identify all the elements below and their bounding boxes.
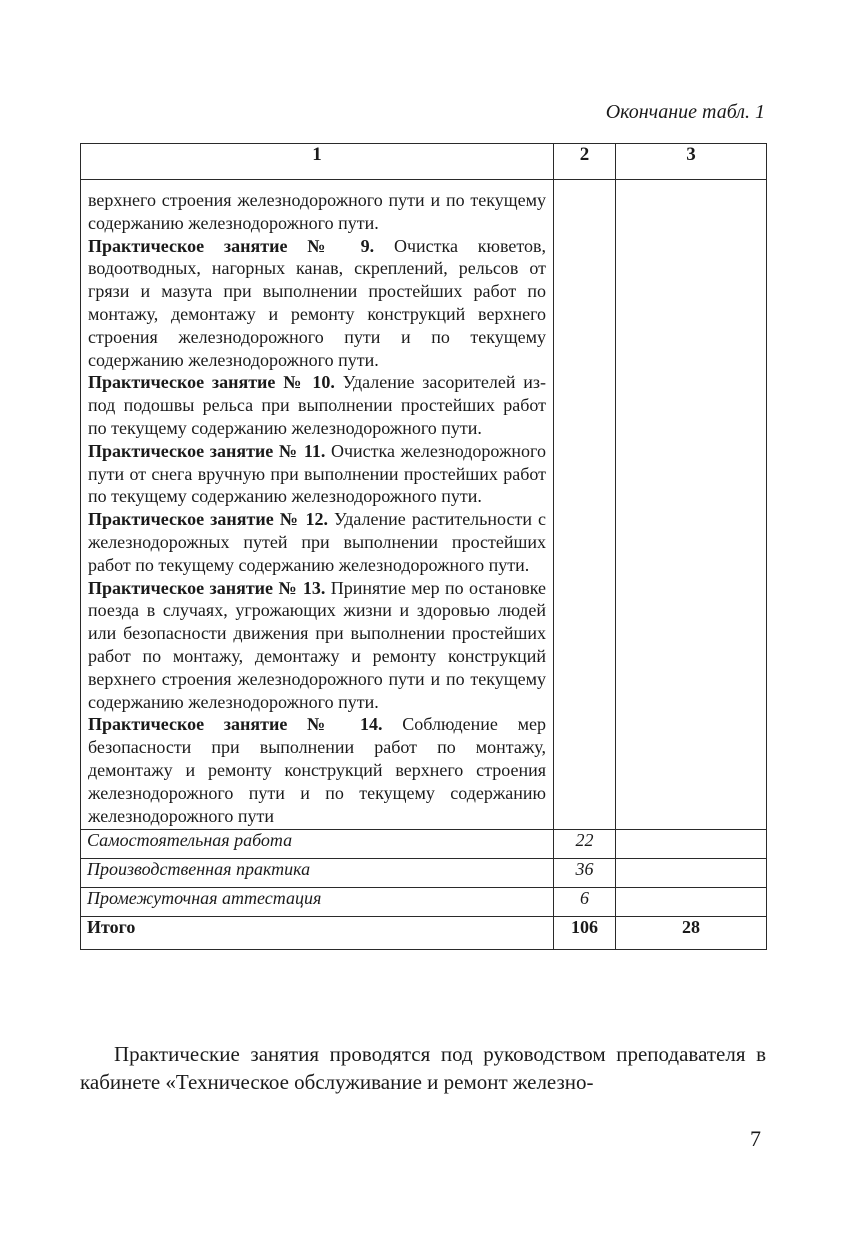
lesson-item <box>88 713 546 827</box>
lesson-title: Практическое занятие № 9. <box>88 235 375 256</box>
header-col-2: 2 <box>554 144 616 180</box>
lessons-extra-cell <box>616 180 767 830</box>
lesson-item <box>88 508 546 576</box>
table-header-row <box>81 144 767 180</box>
total-label: Итого <box>81 917 554 950</box>
row-extra <box>616 888 767 917</box>
lesson-title: Практическое занятие № 10. <box>88 372 335 393</box>
lesson-text: Очистка кюветов, водоотводных, нагорных канав, скреплений, рельсов от грязи и мазута при выполнении простейших работ по монтажу, демонтажу и ремонту конструкций верхнего строения железнодорожного пути и по текущему содержанию железнодорожного пути. <box>88 235 546 370</box>
row-extra <box>616 830 767 859</box>
body-paragraph: Практические занятия проводятся под руководством преподавателя в кабинете «Техническое обслуживание и ремонт железно- <box>80 1042 766 1094</box>
lessons-cell <box>81 180 554 830</box>
lesson-title: Практическое занятие № 14. <box>88 714 383 735</box>
table-row <box>81 830 767 859</box>
lesson-title: Практическое занятие № 12. <box>88 509 328 530</box>
lesson-item <box>88 577 546 714</box>
table-row <box>81 859 767 888</box>
row-extra <box>616 859 767 888</box>
header-col-3: 3 <box>616 144 767 180</box>
page-number: 7 <box>750 1126 761 1151</box>
lesson-item <box>88 235 546 372</box>
row-label: Промежуточная аттестация <box>81 888 554 917</box>
lesson-text: Принятие мер по остановке поезда в случаях, угрожающих жизни и здоровью людей или безопасности движения при выполнении простейших работ по монтажу, демонтажу и ремонту конструкций верхнего строения железнодорожного пути и по текущему содержанию железнодорожного пути. <box>88 577 546 712</box>
lessons-row <box>81 180 767 830</box>
header-col-1: 1 <box>81 144 554 180</box>
row-hours: 22 <box>554 830 616 859</box>
intro-text: верхнего строения железнодорожного пути и по текущему содержанию железнодорожного пути. <box>88 190 546 233</box>
lesson-text: Удаление засорителей из-под подошвы рельса при выполнении простейших работ по текущему содержанию железнодорожного пути. <box>88 372 546 438</box>
lesson-item <box>88 440 546 508</box>
row-hours: 36 <box>554 859 616 888</box>
row-label: Самостоятельная работа <box>81 830 554 859</box>
total-extra: 28 <box>616 917 767 950</box>
table-row <box>81 888 767 917</box>
total-hours: 106 <box>554 917 616 950</box>
lesson-text: Очистка железнодорожного пути от снега вручную при выполнении простейших работ по текущему содержанию железнодорожного пути. <box>88 440 546 507</box>
lessons-hours-cell <box>554 180 616 830</box>
total-row <box>81 917 767 950</box>
curriculum-table <box>80 143 767 950</box>
row-label: Производственная практика <box>81 859 554 888</box>
lesson-title: Практическое занятие № 11. <box>88 440 326 461</box>
lesson-text: Удаление растительности с железнодорожных путей при выполнении простейших работ по текущему содержанию железнодорожного пути. <box>88 509 546 575</box>
lesson-title: Практическое занятие № 13. <box>88 577 326 598</box>
row-hours: 6 <box>554 888 616 917</box>
table-continuation-label: Окончание табл. 1 <box>605 101 765 123</box>
lesson-text: Соблюдение мер безопасности при выполнении работ по монтажу, демонтажу и ремонту конструкций верхнего строения железнодорожного пути и по текущему содержанию железнодорожного пути <box>88 714 547 826</box>
lesson-item <box>88 371 546 439</box>
